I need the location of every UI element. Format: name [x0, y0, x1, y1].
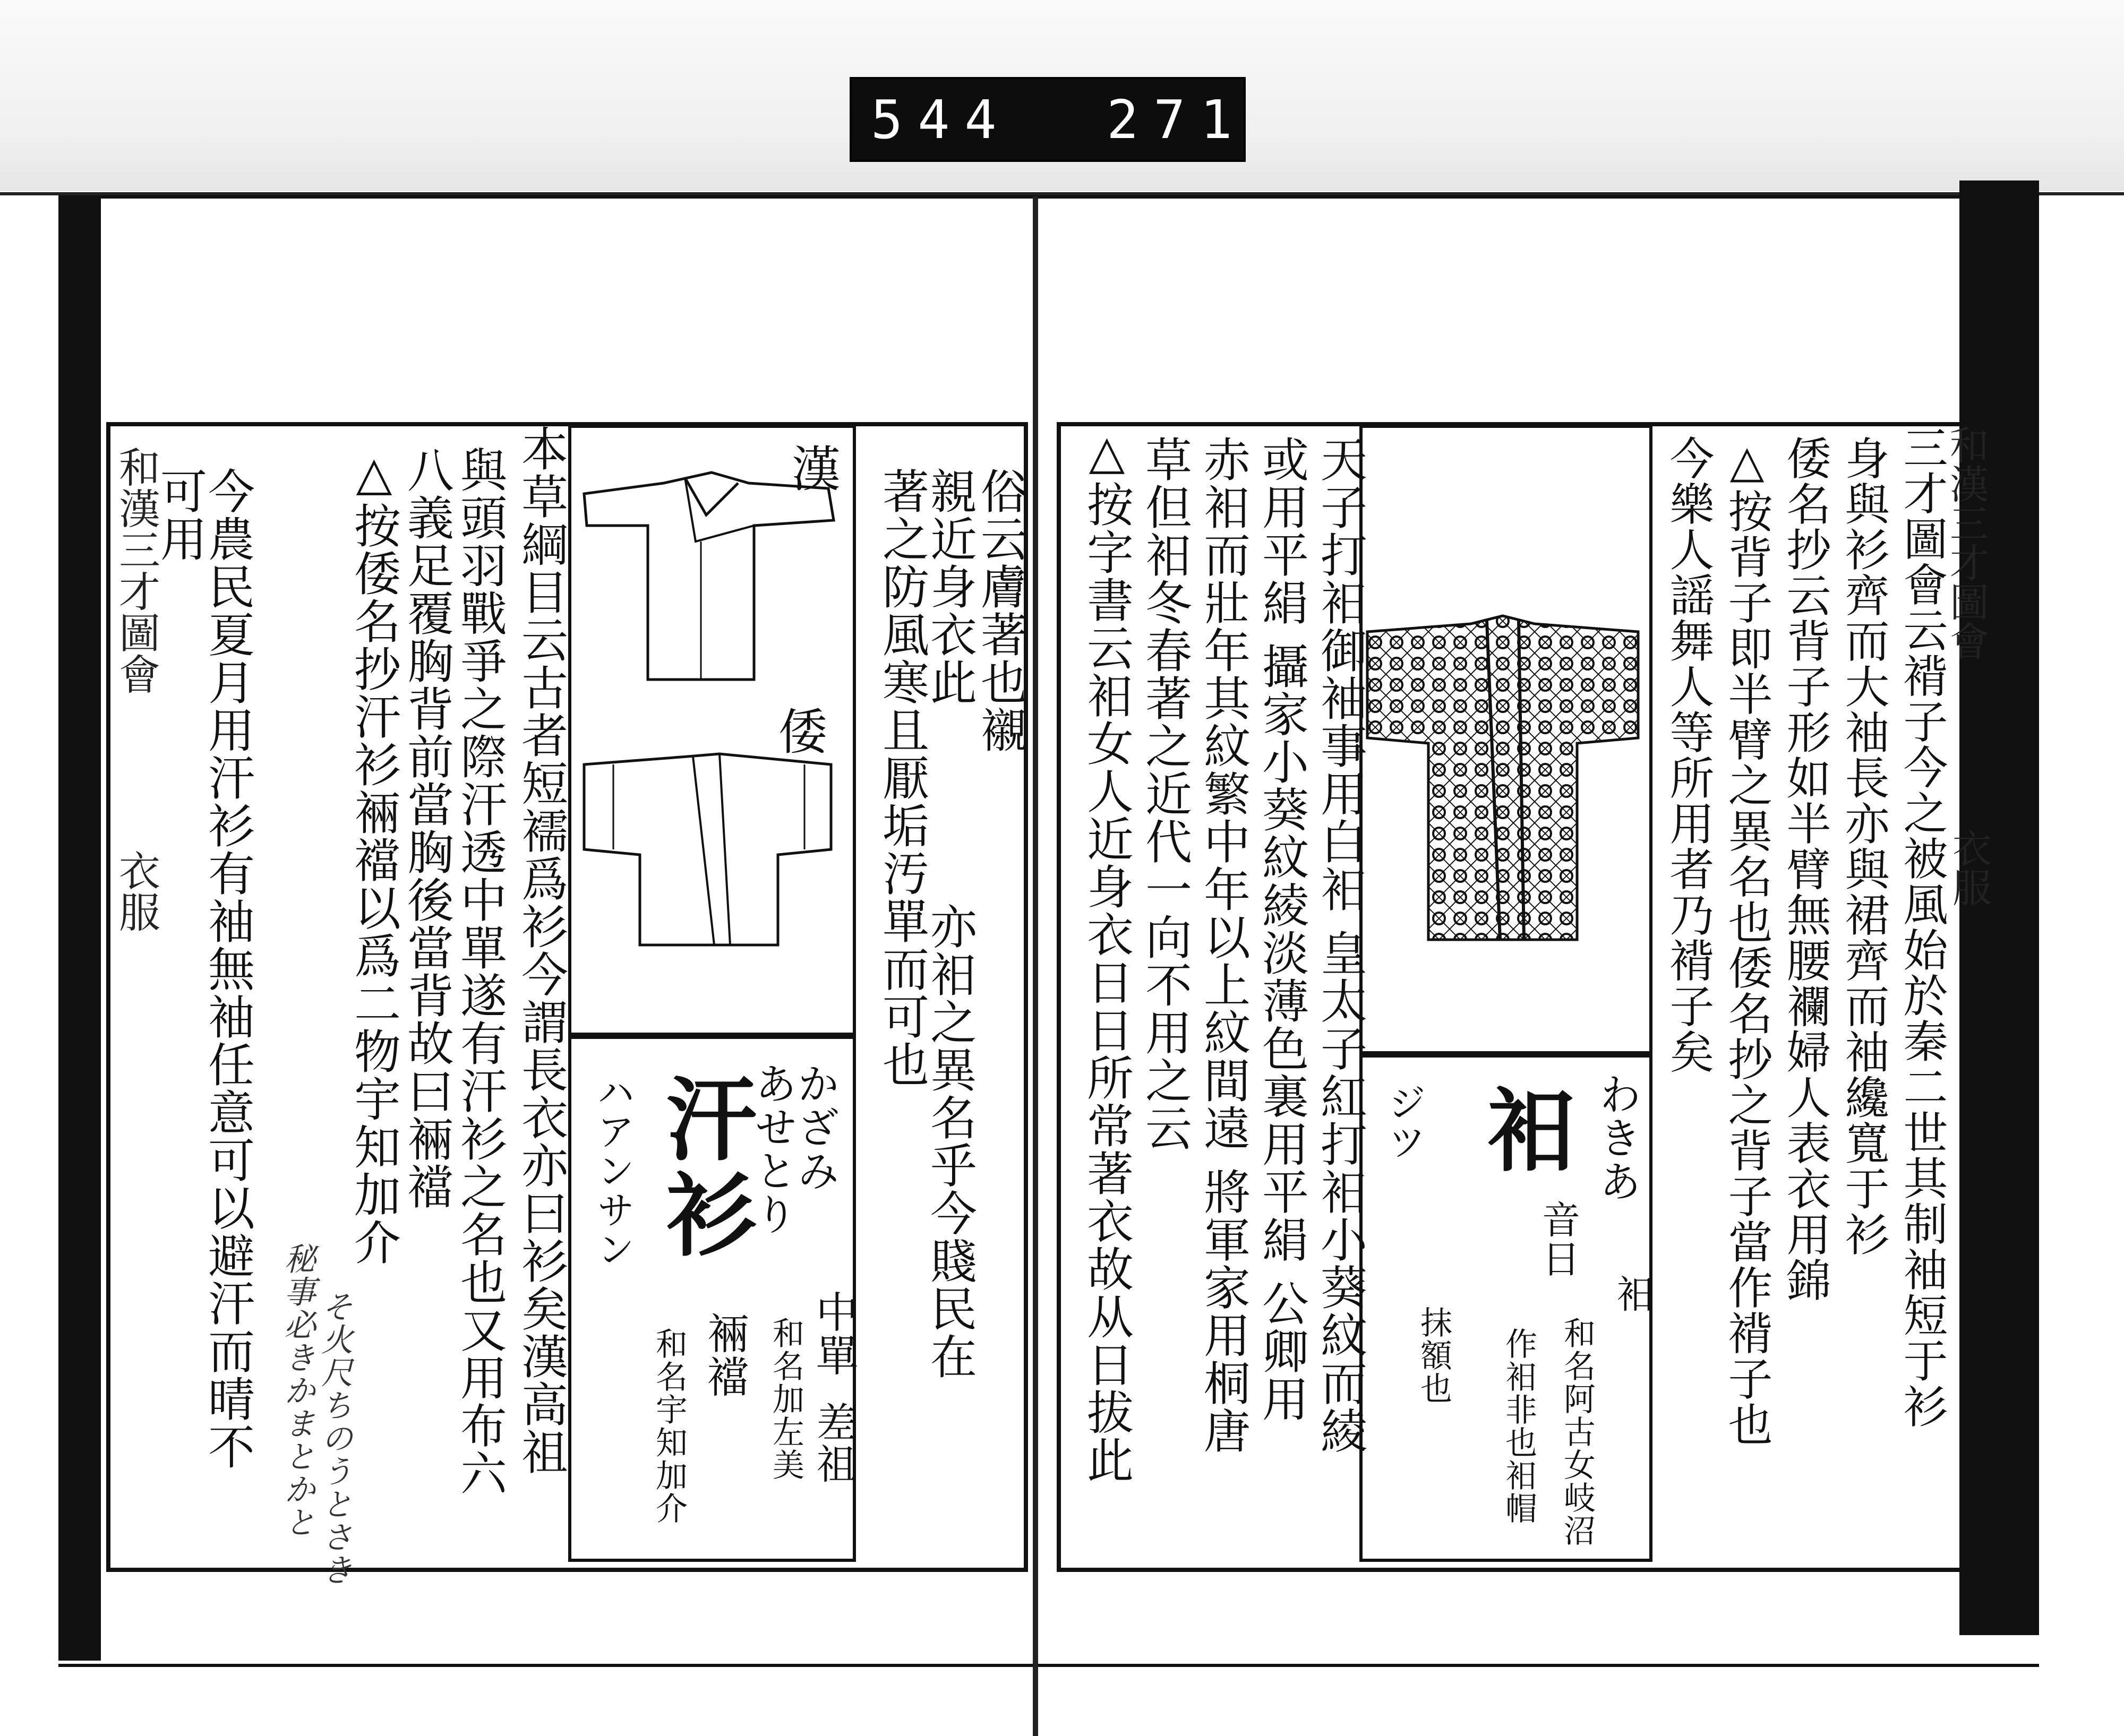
right-margin-section: 衣服 [1946, 828, 1992, 907]
left-body-col-2: 可用 [153, 467, 208, 563]
entry-reading: ハアンサン [590, 1072, 635, 1269]
entry-headword: 汗衫 [650, 1072, 757, 1264]
entry-synonym-1-sub: 差祖 [810, 1402, 857, 1484]
right-entry-kana: わきあ [1592, 1072, 1641, 1203]
left-body-col-6: 本草綱目云古者短襦爲衫今謂長衣亦曰衫矣漢高祖 [514, 425, 569, 1476]
notice-col-4: 著之防風寒且厭垢汚單而可也 [875, 467, 930, 1088]
entry-synonym-1: 中單 [809, 1290, 858, 1377]
call-number-left: 544 [871, 89, 1012, 151]
right-entry-gloss-3: 抹額也 [1415, 1306, 1452, 1405]
right-body-col-9: △按背子即半臂之異名也倭名抄之背子當作褙子也 [1721, 435, 1773, 1447]
left-margin-section: 衣服 [112, 849, 160, 932]
left-body-col-5: 與頭羽戰爭之際汗透中單遂有汗衫之名也又用布六 [453, 446, 508, 1497]
right-entry-reading: ジツ [1382, 1083, 1426, 1162]
handwritten-note-2: そ火尺ちのうとさき [316, 1290, 353, 1586]
entry-kana-2: あせとり [748, 1062, 797, 1236]
left-page-edge [58, 195, 101, 1661]
right-entry-on-reading: 音日 [1536, 1200, 1580, 1278]
right-body-col-1: 天子打衵御袖事用白衵 皇太子紅打衵小葵紋而綾 [1313, 435, 1368, 1455]
call-number-right: 271 [1107, 89, 1247, 151]
akome-garment-illustration [1365, 611, 1641, 950]
notice-col-3: 亦衵之異名乎今賤民在 [923, 903, 978, 1380]
right-body-col-4: 草但衵冬春著之近代一向不用之云 [1138, 435, 1193, 1152]
book-gutter [1033, 196, 1038, 1736]
entry-kana-1: かざみ [790, 1062, 840, 1192]
left-margin-title: 和漢三才圖會 [112, 446, 160, 694]
right-entry-gloss-head: 衵 [1610, 1274, 1655, 1313]
figure-label-han: 漢 [784, 443, 841, 493]
right-entry-gloss-2: 作衵非也衵帽 [1500, 1327, 1537, 1525]
handwritten-note-1: 秘事必きかまとかと [279, 1242, 316, 1539]
right-body-col-3: 赤衵而壯年其紋繁中年以上紋間遠 將軍家用桐唐 [1196, 435, 1251, 1455]
right-body-col-6: 三才圖會云褙子今之被風始於秦二世其制袖短于衫 [1896, 425, 1948, 1429]
left-body-col-4: 八義足覆胸背前當胸後當背故曰裲襠 [400, 446, 455, 1210]
entry-synonym-2-gloss: 和名宇知加介 [650, 1327, 688, 1525]
wa-garment-illustration [581, 743, 836, 956]
left-body-col-3: △按倭名抄汗衫裲襠以爲二物宇知加介 [347, 446, 401, 1266]
right-body-col-2: 或用平絹 攝家小葵紋綾淡薄色裏用平絹 公卿用 [1255, 435, 1309, 1423]
figure-label-wa: 倭 [770, 706, 827, 756]
entry-synonym-2: 裲襠 [700, 1311, 749, 1398]
notice-col-1: 俗云膚著也襯 [973, 467, 1028, 754]
right-margin-title: 和漢三才圖會 [1943, 425, 1989, 660]
right-body-col-5: △按字書云衵女人近身衣日日所常著衣故从日拔此 [1080, 425, 1134, 1484]
right-body-col-7: 身與衫齊而大袖長亦與裙齊而袖纔寬于衫 [1838, 435, 1890, 1257]
han-garment-illustration [579, 467, 839, 701]
notice-col-2: 親近身衣此 [923, 467, 978, 706]
right-entry-gloss-1: 和名阿古女岐沼 [1558, 1317, 1596, 1547]
right-body-col-8: 倭名抄云背子形如半臂無腰襴婦人表衣用錦 [1779, 435, 1831, 1303]
call-number-label [850, 77, 1246, 162]
right-entry-headword: 衵 [1471, 1083, 1577, 1179]
entry-synonym-1-gloss: 和名加左美 [767, 1317, 804, 1481]
right-body-col-10: 今樂人謡舞人等所用者乃褙子矣 [1663, 435, 1715, 1075]
left-body-col-1: 今農民夏月用汗衫有袖無袖任意可以避汗而晴不 [201, 467, 255, 1471]
